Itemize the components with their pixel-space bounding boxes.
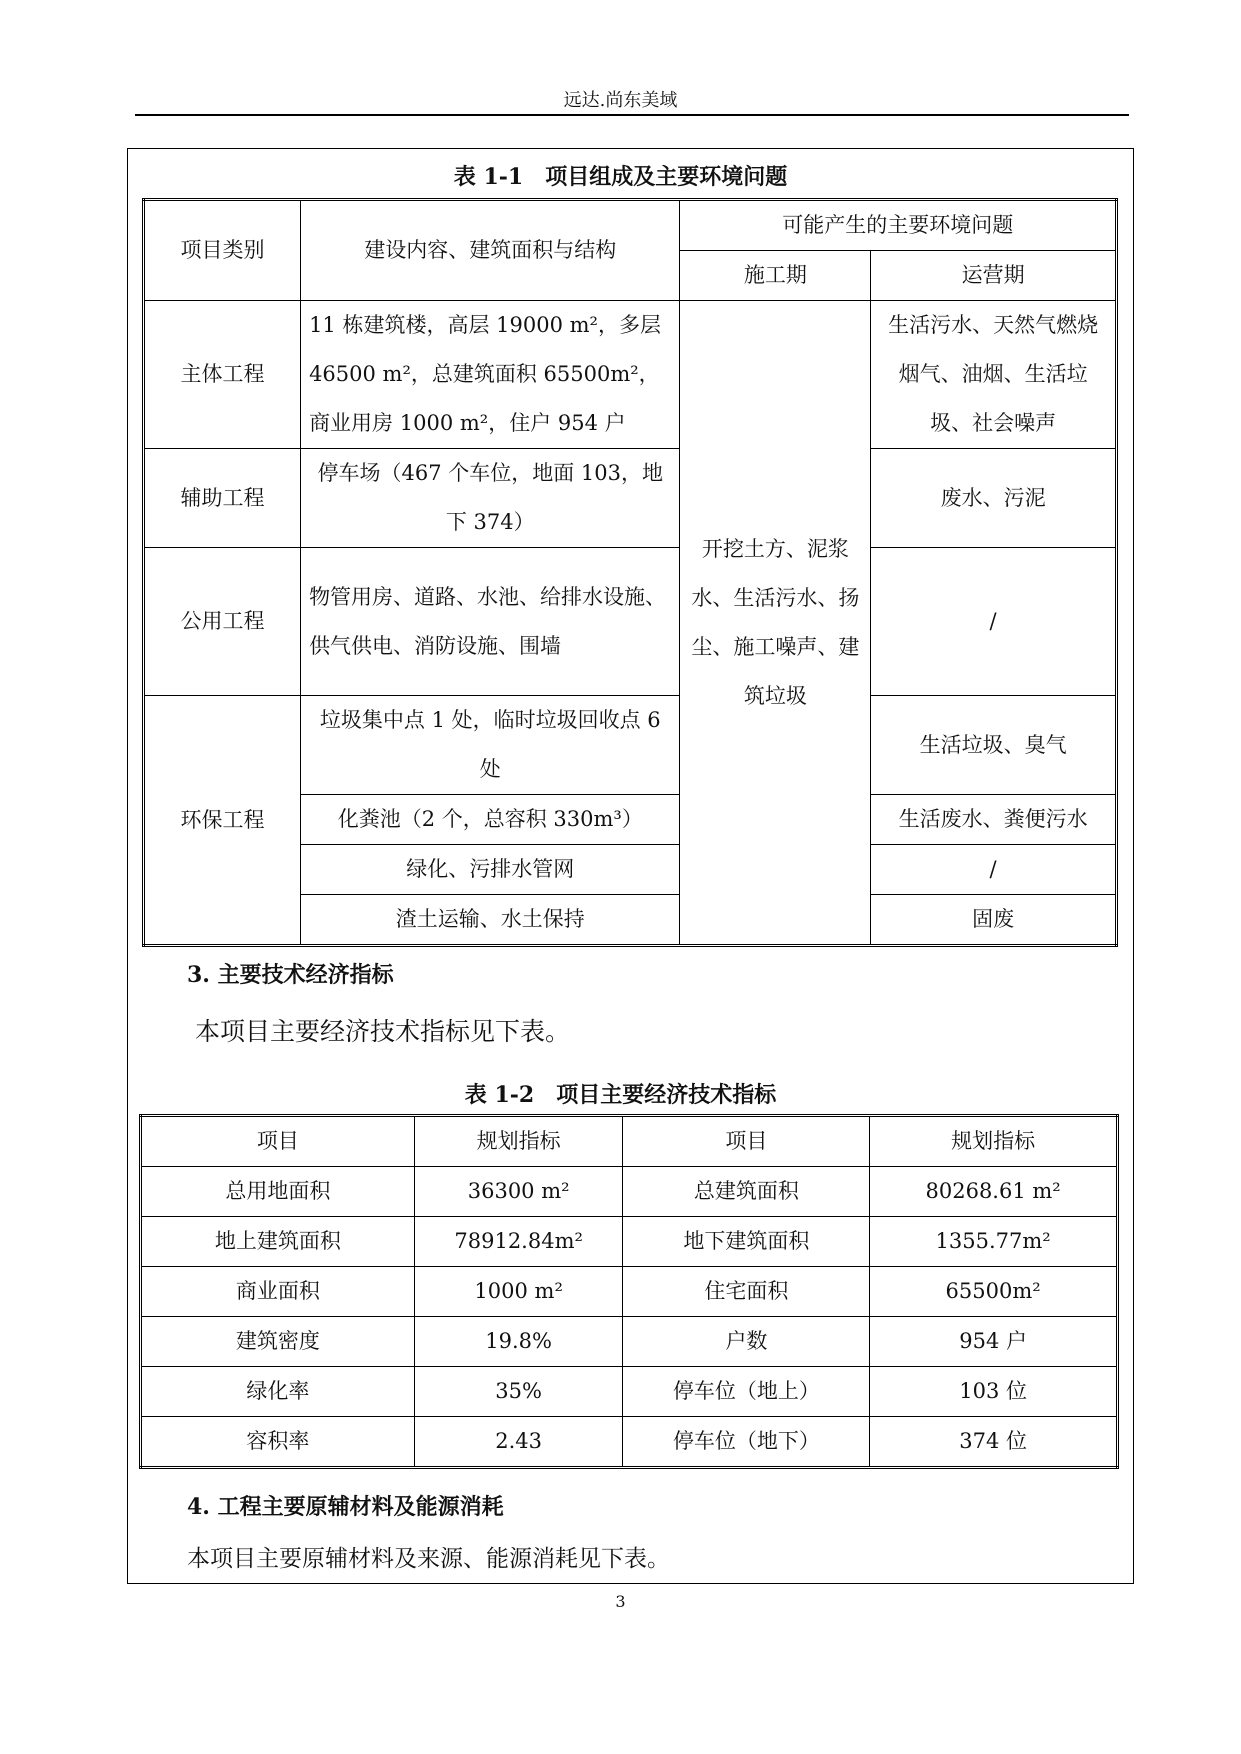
- table-cell: 地上建筑面积: [141, 1217, 415, 1267]
- page-number: 3: [615, 1592, 626, 1611]
- running-header: 远达.尚东美域: [563, 90, 678, 111]
- row-content: 物管用房、道路、水池、给排水设施、供气供电、消防设施、围墙: [301, 548, 680, 696]
- row-operation: 生活污水、天然气燃烧烟气、油烟、生活垃圾、社会噪声: [871, 301, 1117, 449]
- project-composition-table: [142, 198, 1118, 947]
- table-cell: 80268.61 m²: [870, 1167, 1118, 1217]
- construction-issues: 开挖土方、泥浆水、生活污水、扬尘、施工噪声、建筑垃圾: [680, 301, 871, 946]
- row-operation: 生活垃圾、臭气: [871, 696, 1117, 795]
- table-cell: 总建筑面积: [623, 1167, 870, 1217]
- row-content: 11 栋建筑楼，高层 19000 m²，多层 46500 m²，总建筑面积 65500m²，商业用房 1000 m²，住户 954 户: [301, 301, 680, 449]
- table-cell: 36300 m²: [414, 1167, 623, 1217]
- section4-text: 本项目主要原辅材料及来源、能源消耗见下表。: [187, 1546, 670, 1572]
- table2-caption: 表 1-2 项目主要经济技术指标: [464, 1082, 777, 1108]
- row-content: 化粪池（2 个，总容积 330m³）: [301, 795, 680, 845]
- header-operation: 运营期: [871, 251, 1117, 301]
- economic-indicators-table: [139, 1114, 1119, 1469]
- table-cell: 绿化率: [141, 1367, 415, 1417]
- row-content: 渣土运输、水土保持: [301, 895, 680, 946]
- table-cell: 总用地面积: [141, 1167, 415, 1217]
- table-cell: 78912.84m²: [414, 1217, 623, 1267]
- section4-title: 4. 工程主要原辅材料及能源消耗: [187, 1494, 504, 1520]
- row-content: 垃圾集中点 1 处，临时垃圾回收点 6 处: [301, 696, 680, 795]
- row-category: 环保工程: [144, 696, 301, 946]
- header-cell: 项目: [623, 1116, 870, 1167]
- row-operation: /: [871, 845, 1117, 895]
- table-cell: 停车位（地下）: [623, 1417, 870, 1468]
- table-cell: 65500m²: [870, 1267, 1118, 1317]
- table-cell: 374 位: [870, 1417, 1118, 1468]
- row-category: 辅助工程: [144, 449, 301, 548]
- table-cell: 954 户: [870, 1317, 1118, 1367]
- row-content: 绿化、污排水管网: [301, 845, 680, 895]
- row-content: 停车场（467 个车位，地面 103，地下 374）: [301, 449, 680, 548]
- row-operation: 废水、污泥: [871, 449, 1117, 548]
- row-category: 公用工程: [144, 548, 301, 696]
- table-cell: 103 位: [870, 1367, 1118, 1417]
- table-cell: 1000 m²: [414, 1267, 623, 1317]
- table-cell: 停车位（地上）: [623, 1367, 870, 1417]
- header-construction: 施工期: [680, 251, 871, 301]
- header-cell: 规划指标: [414, 1116, 623, 1167]
- table-cell: 建筑密度: [141, 1317, 415, 1367]
- table-cell: 35%: [414, 1367, 623, 1417]
- header-rule: [135, 114, 1129, 116]
- table-cell: 住宅面积: [623, 1267, 870, 1317]
- table-cell: 地下建筑面积: [623, 1217, 870, 1267]
- row-category: 主体工程: [144, 301, 301, 449]
- section3-title: 3. 主要技术经济指标: [187, 962, 394, 988]
- table-cell: 容积率: [141, 1417, 415, 1468]
- header-category: 项目类别: [144, 200, 301, 301]
- row-operation: 生活废水、粪便污水: [871, 795, 1117, 845]
- table-cell: 19.8%: [414, 1317, 623, 1367]
- header-env-issues: 可能产生的主要环境问题: [680, 200, 1117, 251]
- table-cell: 户数: [623, 1317, 870, 1367]
- header-cell: 规划指标: [870, 1116, 1118, 1167]
- table-cell: 1355.77m²: [870, 1217, 1118, 1267]
- table-cell: 商业面积: [141, 1267, 415, 1317]
- header-content: 建设内容、建筑面积与结构: [301, 200, 680, 301]
- row-operation: /: [871, 548, 1117, 696]
- header-cell: 项目: [141, 1116, 415, 1167]
- section3-text: 本项目主要经济技术指标见下表。: [195, 1017, 571, 1046]
- table-cell: 2.43: [414, 1417, 623, 1468]
- table1-caption: 表 1-1 项目组成及主要环境问题: [453, 164, 788, 190]
- row-operation: 固废: [871, 895, 1117, 946]
